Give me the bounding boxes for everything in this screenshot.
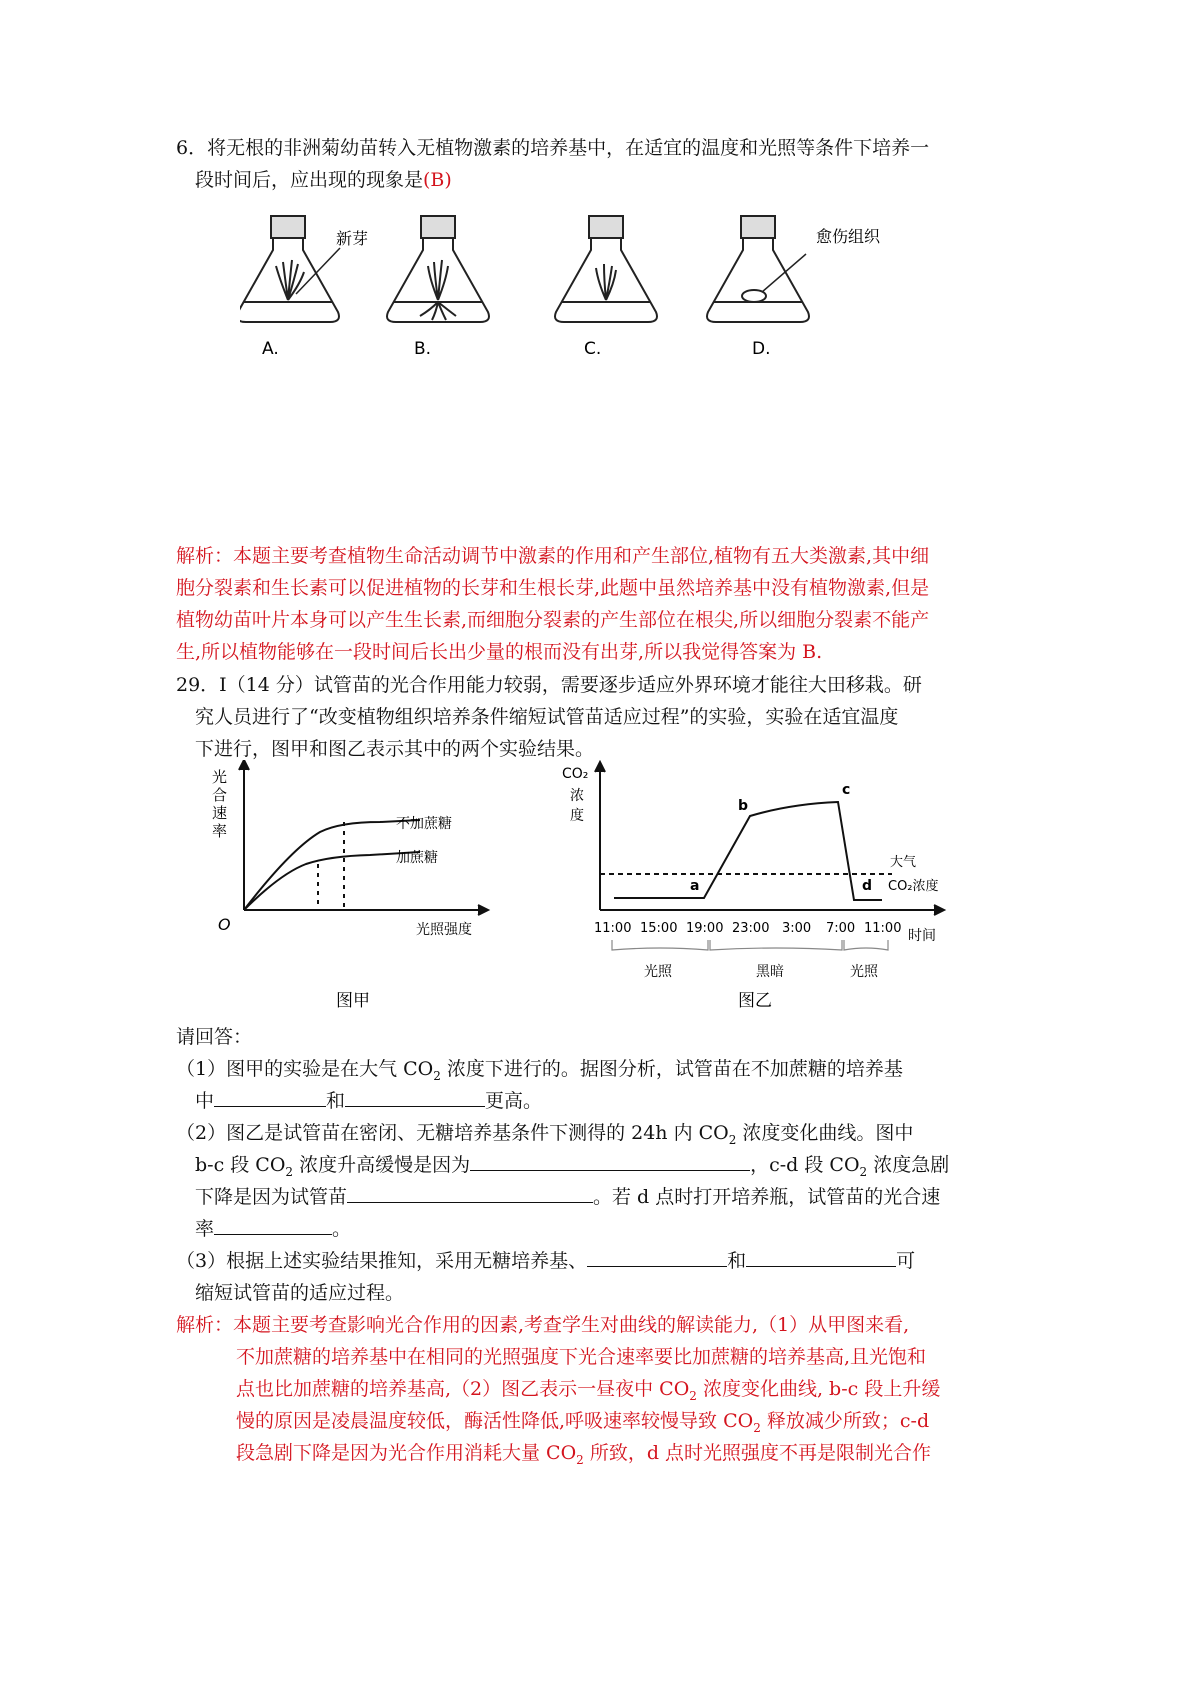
analysis29-l5b: 所致，d 点时光照强度不再是限制光合作 [583,1442,932,1464]
answer-blank-3[interactable] [470,1150,750,1171]
q6-answer: (B) [423,169,452,191]
sub2-i: 率 [195,1218,215,1240]
period-light-1: 光照 [644,964,672,980]
sub2-e: ，c-d 段 CO [750,1154,860,1176]
option-c: C. [584,339,602,359]
flask-c [555,216,657,322]
answer-blank-7[interactable] [746,1246,896,1267]
analysis29-sub-3: 2 [576,1452,584,1467]
period-light-2: 光照 [850,964,878,980]
q29-line1: 29．Ⅰ（14 分）试管苗的光合作用能力较弱，需要逐步适应外界环境才能往大田移栽。研 [176,674,922,696]
sub2-j: 。 [332,1218,352,1240]
analysis6-line2: 胞分裂素和生长素可以促进植物的长芽和生根长芽,此题中虽然培养基中没有植物激素,但是 [176,577,930,599]
jia-title: 图甲 [336,991,370,1011]
analysis29-sub-1: 2 [689,1388,697,1403]
analysis29-l4b: 释放减少所致；c-d [760,1410,930,1432]
q6-line2-text: 段时间后，应出现的现象是 [195,169,424,191]
tick-3: 23:00 [732,921,770,936]
sub3-b: 和 [727,1250,747,1272]
sub1-e: 更高。 [485,1090,543,1112]
yi-ylabel-3: 度 [570,808,584,824]
label-bud: 新芽 [336,229,369,248]
jia-ylabel-3: 速 [212,804,228,822]
chart-jia [210,760,530,1030]
sub2-sub-3: 2 [859,1164,868,1179]
sub2-sub-2: 2 [285,1164,294,1179]
sub2-d: 浓度升高缓慢是因为 [293,1154,471,1176]
yi-title: 图乙 [738,991,772,1011]
sub1-b: 浓度下进行的。据图分析，试管苗在不加蔗糖的培养基 [440,1058,903,1080]
q6-line1: 6．将无根的非洲菊幼苗转入无植物激素的培养基中，在适宜的温度和光照等条件下培养一 [176,137,930,159]
label-callus: 愈伤组织 [816,227,880,246]
q6-line2 [195,165,452,196]
sub1-sub: 2 [433,1068,441,1083]
tick-1: 15:00 [640,921,678,936]
analysis29-l2: 不加蔗糖的培养基中在相同的光照强度下光合速率要比加蔗糖的培养基高,且光饱和 [236,1346,927,1368]
ref-label-1: 大气 [890,855,917,870]
analysis29-l4 [236,1406,929,1437]
option-d: D. [752,339,771,359]
answer-blank-5[interactable] [214,1214,332,1235]
answer-blank-4[interactable] [347,1182,593,1203]
sub2-line1 [176,1118,913,1149]
yi-ticks [594,921,901,936]
sub2-c: b-c 段 CO [195,1154,286,1176]
analysis29-l3 [236,1374,940,1405]
yi-ylabel-2: 浓 [570,788,584,804]
point-d: d [862,878,873,894]
jia-xlabel: 光照强度 [416,922,472,938]
curve-sugar [244,852,420,910]
answer-blank-2[interactable] [345,1086,485,1107]
tick-2: 19:00 [686,921,724,936]
analysis6-line1: 解析：本题主要考查植物生命活动调节中激素的作用和产生部位,植物有五大类激素,其中细 [176,545,930,567]
sub2-f: 浓度急剧 [867,1154,950,1176]
tick-6: 11:00 [864,921,902,936]
analysis29-l3b: 浓度变化曲线, b-c 段上升缓 [696,1378,941,1400]
sub3-a: （3）根据上述实验结果推知，采用无糖培养基、 [176,1250,588,1272]
period-braces [612,940,888,950]
answer-blank-1[interactable] [214,1086,326,1107]
sub2-line2 [195,1150,949,1181]
point-b: b [738,798,749,814]
yi-ylabel-1: CO₂ [562,766,589,782]
q29-line3: 下进行，图甲和图乙表示其中的两个实验结果。 [195,738,595,760]
point-a: a [690,878,700,894]
answer-prompt: 请回答： [176,1026,253,1048]
sub1-d: 和 [326,1090,346,1112]
sub1-line2 [195,1086,542,1117]
sub2-line3 [195,1182,940,1213]
sub3-c: 可 [896,1250,916,1272]
jia-ylabel-4: 率 [212,822,228,840]
sub2-h: 。若 d 点时打开培养瓶，试管苗的光合速 [593,1186,941,1208]
analysis29-l5 [236,1438,931,1469]
ref-label-2: CO₂浓度 [888,879,939,894]
flask-figure [240,210,880,370]
q29-line2: 究人员进行了“改变植物组织培养条件缩短试管苗适应过程”的实验，实验在适宜温度 [195,706,899,728]
sub2-sub-1: 2 [728,1132,737,1147]
answer-blank-6[interactable] [587,1246,727,1267]
sub2-line4 [195,1214,351,1245]
legend-no-sugar: 不加蔗糖 [396,816,452,832]
analysis29-l5-text: 段急剧下降是因为光合作用消耗大量 CO [236,1442,577,1464]
analysis29-l1: 解析：本题主要考查影响光合作用的因素,考查学生对曲线的解读能力,（1）从甲图来看, [176,1314,910,1336]
flask-b [387,216,489,322]
point-c: c [842,782,851,798]
sub2-b: 浓度变化曲线。图中 [736,1122,914,1144]
sub2-a: （2）图乙是试管苗在密闭、无糖培养基条件下测得的 24h 内 CO [176,1122,729,1144]
analysis6-line3: 植物幼苗叶片本身可以产生生长素,而细胞分裂素的产生部位在根尖,所以细胞分裂素不能产 [176,609,930,631]
curve-no-sugar [244,820,420,910]
sub3-line2: 缩短试管苗的适应过程。 [195,1282,405,1304]
legend-sugar: 加蔗糖 [396,850,438,866]
sub2-g: 下降是因为试管苗 [195,1186,348,1208]
flask-a [240,216,339,322]
analysis29-l4-text: 慢的原因是凌晨温度较低，酶活性降低,呼吸速率较慢导致 CO [236,1410,754,1432]
option-b: B. [414,339,432,359]
jia-origin: O [218,915,231,934]
yi-xlabel: 时间 [908,928,936,944]
sub1-line1 [176,1054,903,1085]
jia-ylabel-2: 合 [212,786,228,804]
sub3-line1 [176,1246,915,1277]
period-dark: 黑暗 [756,964,784,980]
sub1-a: （1）图甲的实验是在大气 CO [176,1058,434,1080]
tick-4: 3:00 [782,921,812,936]
sub1-c: 中 [195,1090,215,1112]
chart-yi [560,760,960,1030]
analysis6-line4: 生,所以植物能够在一段时间后长出少量的根而没有出芽,所以我觉得答案为 B. [176,641,823,663]
option-a: A. [262,339,279,359]
jia-ylabel-1: 光 [212,768,228,786]
tick-5: 7:00 [826,921,856,936]
tick-0: 11:00 [594,921,632,936]
curve-co2 [614,802,882,900]
analysis29-sub-2: 2 [753,1420,761,1435]
analysis29-l3-text: 点也比加蔗糖的培养基高,（2）图乙表示一昼夜中 CO [236,1378,690,1400]
flask-d [707,216,809,322]
